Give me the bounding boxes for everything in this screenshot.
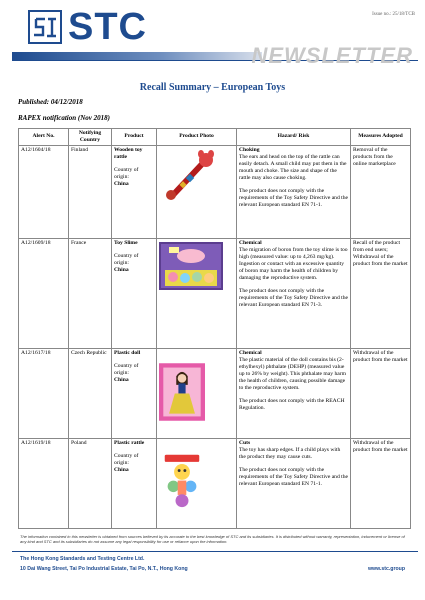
footer-rule — [12, 551, 418, 552]
origin-country: China — [114, 466, 129, 473]
origin-country: China — [114, 266, 129, 273]
origin-label: Country of origin: — [114, 452, 139, 466]
hazard-description: The plastic material of the doll contains bis (2-ethylhexyl) phthalate (DEHP) (measured value up to 26% by weight). This phthalate may harm the health of children, causing possible damage to the reproductive system. — [239, 356, 346, 391]
plastic-doll-photo — [159, 352, 205, 432]
header-measures: Measures Adopted — [351, 129, 411, 146]
hazard-compliance: The product does not comply with the requirements of the Toy Safety Directive and the relevant European standard EN 71-1. — [239, 466, 349, 487]
product-cell — [112, 348, 157, 438]
measures-adopted: Removal of the products from the online marketplace — [351, 145, 411, 238]
alert-number: A12/1604/18 — [19, 145, 69, 238]
alert-number: A12/1609/18 — [19, 238, 69, 348]
table-row — [19, 238, 411, 348]
origin-label: Country of origin: — [114, 362, 139, 376]
recall-table — [18, 128, 411, 529]
product-cell — [112, 145, 157, 238]
page-header — [0, 0, 425, 72]
hazard-compliance: The product does not comply with the requirements of the Toy Safety Directive and the relevant European standard EN 71-1. — [239, 187, 349, 208]
hazard-cell — [237, 348, 351, 438]
hazard-cell — [237, 145, 351, 238]
header-country: Notifying Country — [69, 129, 112, 146]
photo-cell — [157, 438, 237, 528]
hazard-type: Choking — [239, 146, 260, 153]
header-band — [12, 52, 262, 60]
rapex-notification: RAPEX notification (Nov 2018) — [18, 114, 110, 122]
published-date: Published: 04/12/2018 — [18, 98, 83, 106]
header-photo: Product Photo — [157, 129, 237, 146]
table-row — [19, 348, 411, 438]
measures-adopted: Withdrawal of the product from the market — [351, 438, 411, 528]
table-row — [19, 145, 411, 238]
notifying-country: Czech Republic — [69, 348, 112, 438]
notifying-country: Poland — [69, 438, 112, 528]
photo-cell — [157, 238, 237, 348]
hazard-description: The migration of boron from the toy slime is too high (measured value: up to 4,263 mg/kg). Ingestion or contact with an excessive quantity of boron may harm the health of children by damaging the reproductive system. — [239, 246, 348, 281]
hazard-description: The ears and head on the top of the rattle can easily detach. A small child may put them in the mouth and choke. The size and shape of the rattle may also cause choking. — [239, 153, 347, 181]
measures-adopted: Withdrawal of the product from the market — [351, 348, 411, 438]
company-address: 10 Dai Wang Street, Tai Po Industrial Estate, Tai Po, N.T., Hong Kong — [20, 566, 188, 572]
newsletter-heading: NEWSLETTER — [251, 43, 413, 68]
product-cell — [112, 438, 157, 528]
product-name: Wooden toy rattle — [114, 146, 143, 160]
header-alert: Alert No. — [19, 129, 69, 146]
hazard-type: Cuts — [239, 439, 251, 446]
hazard-type: Chemical — [239, 239, 262, 246]
photo-cell — [157, 145, 237, 238]
logo-wordmark: STC — [68, 6, 147, 48]
notifying-country: Finland — [69, 145, 112, 238]
product-name: Plastic doll — [114, 349, 141, 356]
issue-number: Issue no.: 25/18/TCB — [372, 12, 415, 17]
plastic-rattle-photo — [159, 442, 205, 522]
website-link[interactable]: www.stc.group — [368, 566, 405, 572]
hazard-cell — [237, 438, 351, 528]
disclaimer: The information contained in this newsletter is obtained from sources believed by its accurate to the best knowledge of STC and its subsidiaries. It is distributed without warranty, representation, inducement or license of any kind and STC and its subsidiaries do not assume any legal responsibility for use or reliance upon the information. — [20, 534, 405, 545]
hazard-cell — [237, 238, 351, 348]
stc-logo — [28, 10, 62, 44]
photo-cell — [157, 348, 237, 438]
origin-country: China — [114, 376, 129, 383]
wooden-rattle-photo — [159, 149, 223, 201]
alert-number: A12/1619/18 — [19, 438, 69, 528]
origin-label: Country of origin: — [114, 252, 139, 266]
page-title: Recall Summary – European Toys — [139, 82, 286, 93]
measures-adopted: Recall of the product from end users; Withdrawal of the product from the market — [351, 238, 411, 348]
origin-label: Country of origin: — [114, 166, 139, 180]
product-name: Plastic rattle — [114, 439, 145, 446]
table-header-row — [19, 129, 411, 146]
header-product: Product — [112, 129, 157, 146]
product-name: Toy Slime — [114, 239, 138, 246]
table-row — [19, 438, 411, 528]
product-cell — [112, 238, 157, 348]
toy-slime-photo — [159, 242, 223, 290]
hazard-description: The toy has sharp edges. If a child plays with the product they may cause cuts. — [239, 446, 341, 460]
company-name: The Hong Kong Standards and Testing Centre Ltd. — [20, 556, 145, 562]
origin-country: China — [114, 180, 129, 187]
hazard-compliance: The product does not comply with the REACH Regulation. — [239, 397, 345, 411]
hazard-compliance: The product does not comply with the requirements of the Toy Safety Directive and the relevant European standard EN 71-3. — [239, 287, 349, 308]
header-hazard: Hazard/ Risk — [237, 129, 351, 146]
notifying-country: France — [69, 238, 112, 348]
hazard-type: Chemical — [239, 349, 262, 356]
alert-number: A12/1617/18 — [19, 348, 69, 438]
